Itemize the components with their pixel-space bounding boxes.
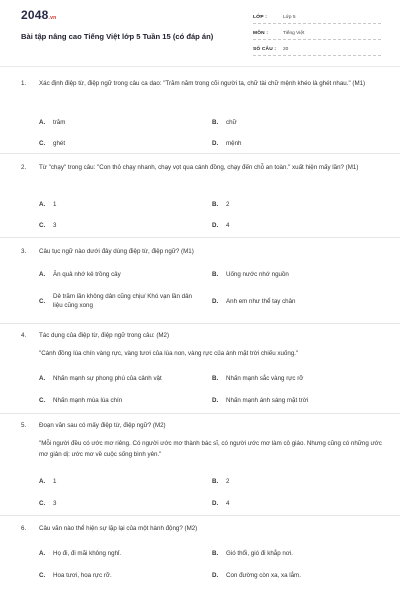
- option-letter: A.: [39, 119, 46, 126]
- option-text: Nhấn mạnh mùa lúa chín: [53, 397, 123, 404]
- question-text: Câu tục ngữ nào dưới đây dùng điệp từ, điệp ngữ? (M1): [39, 248, 194, 255]
- logo-main: 2048: [21, 8, 49, 22]
- option-letter: A.: [39, 375, 46, 382]
- option-letter: B.: [212, 478, 219, 485]
- option-text: 1: [53, 201, 57, 208]
- meta-value: Tiếng Việt: [283, 31, 305, 36]
- option-letter: B.: [212, 550, 219, 557]
- option-text: 2: [226, 201, 230, 208]
- question-number: 3.: [21, 248, 27, 255]
- meta-key: SỐ CÂU :: [253, 47, 277, 52]
- option-letter: A.: [39, 478, 46, 485]
- option-text: Nhấn mạnh ánh sáng mặt trời: [226, 397, 309, 404]
- question-divider: [0, 515, 400, 516]
- option-text: Anh em như thể tay chân: [226, 298, 296, 305]
- option-letter: D.: [212, 500, 219, 507]
- option-letter: D.: [212, 397, 219, 404]
- option-text: Ăn quả nhớ kẻ trồng cây: [53, 271, 121, 278]
- option-letter: D.: [212, 222, 219, 229]
- option-letter: C.: [39, 572, 46, 579]
- option-text: mệnh: [226, 140, 242, 147]
- question-number: 1.: [21, 80, 27, 87]
- option-letter: C.: [39, 500, 46, 507]
- option-text: 3: [53, 500, 57, 507]
- question-number: 6.: [21, 525, 27, 532]
- document-title: Bài tập nâng cao Tiếng Việt lớp 5 Tuần 15 (có đáp án): [21, 32, 214, 41]
- option-text: trăm: [53, 119, 66, 126]
- option-text: 4: [226, 500, 230, 507]
- question-quote: "Mỗi người đều có ước mơ riêng. Có người ước mơ thành bác sĩ, có người ước mơ làm cô giáo. Nhưng cũng có những ước mơ giản dị: ước mơ về cuộc sống bình yên.": [39, 440, 382, 458]
- option-letter: B.: [212, 375, 219, 382]
- option-letter: A.: [39, 550, 46, 557]
- meta-row-count: [253, 44, 381, 56]
- header-divider: [0, 66, 400, 67]
- meta-row-class: [253, 12, 381, 24]
- option-letter: A.: [39, 201, 46, 208]
- option-text: 4: [226, 222, 230, 229]
- question-text: Đoạn văn sau có mấy điệp từ, điệp ngữ? (M2): [39, 422, 166, 429]
- option-letter: B.: [212, 119, 219, 126]
- option-text: 2: [226, 478, 230, 485]
- meta-key: MÔN :: [253, 31, 269, 36]
- meta-value: Lớp 5: [283, 15, 296, 20]
- question-text: Từ "chạy" trong câu: "Con thỏ chạy nhanh, chạy vọt qua cánh đồng, chạy đến chỗ an toàn." xuất hiện mấy lần? (M1): [39, 164, 359, 171]
- option-letter: C.: [39, 140, 46, 147]
- option-text: 3: [53, 222, 57, 229]
- option-text: Họ đi, đi mãi không nghỉ.: [53, 550, 122, 557]
- logo-domain: .vn: [48, 15, 57, 21]
- option-text: Nhấn mạnh sắc vàng rực rỡ: [226, 375, 304, 382]
- question-divider: [0, 237, 400, 238]
- option-text: Con đường còn xa, xa lắm.: [226, 572, 301, 579]
- question-quote: "Cánh đồng lúa chín vàng rực, vàng tươi của lúa non, vàng rực của ánh mặt trời chiếu xuống.": [39, 350, 299, 357]
- question-divider: [0, 153, 400, 154]
- question-divider: [0, 413, 400, 414]
- question-divider: [0, 323, 400, 324]
- option-letter: D.: [212, 140, 219, 147]
- question-number: 5.: [21, 422, 27, 429]
- option-text: ghét: [53, 140, 66, 147]
- option-letter: B.: [212, 201, 219, 208]
- question-number: 2.: [21, 164, 27, 171]
- question-number: 4.: [21, 332, 27, 339]
- option-text: Dẻ trăm lần không dân cũng chịu/ Khó vạn lần dân liệu cũng xong: [53, 293, 192, 309]
- question-text: Xác định điệp từ, điệp ngữ trong câu ca dao: "Trăm năm trong cõi người ta, chữ tài chữ mệnh khéo là ghét nhau." (M1): [39, 80, 366, 87]
- option-letter: B.: [212, 271, 219, 278]
- option-text: Uống nước nhớ nguồn: [226, 271, 289, 278]
- option-text: Gió thổi, gió đi khắp nơi.: [226, 550, 294, 557]
- option-text: Nhấn mạnh sự phong phú của cảnh vật: [53, 375, 162, 382]
- meta-value: 20: [283, 47, 289, 52]
- document-header: [0, 0, 400, 66]
- question-text: Câu văn nào thể hiện sự lặp lại của một hành động? (M2): [39, 525, 198, 532]
- option-letter: D.: [212, 572, 219, 579]
- option-letter: D.: [212, 298, 219, 305]
- option-letter: C.: [39, 397, 46, 404]
- question-text: Tác dụng của điệp từ, điệp ngữ trong câu: (M2): [39, 332, 170, 339]
- site-logo[interactable]: [21, 8, 56, 22]
- option-text: Hoa tươi, hoa rực rỡ.: [53, 572, 112, 579]
- option-text: 1: [53, 478, 57, 485]
- option-letter: A.: [39, 271, 46, 278]
- option-letter: C.: [39, 222, 46, 229]
- option-text: chữ: [226, 119, 237, 126]
- meta-row-subject: [253, 28, 381, 40]
- meta-key: LỚP :: [253, 15, 268, 20]
- option-letter: C.: [39, 298, 46, 305]
